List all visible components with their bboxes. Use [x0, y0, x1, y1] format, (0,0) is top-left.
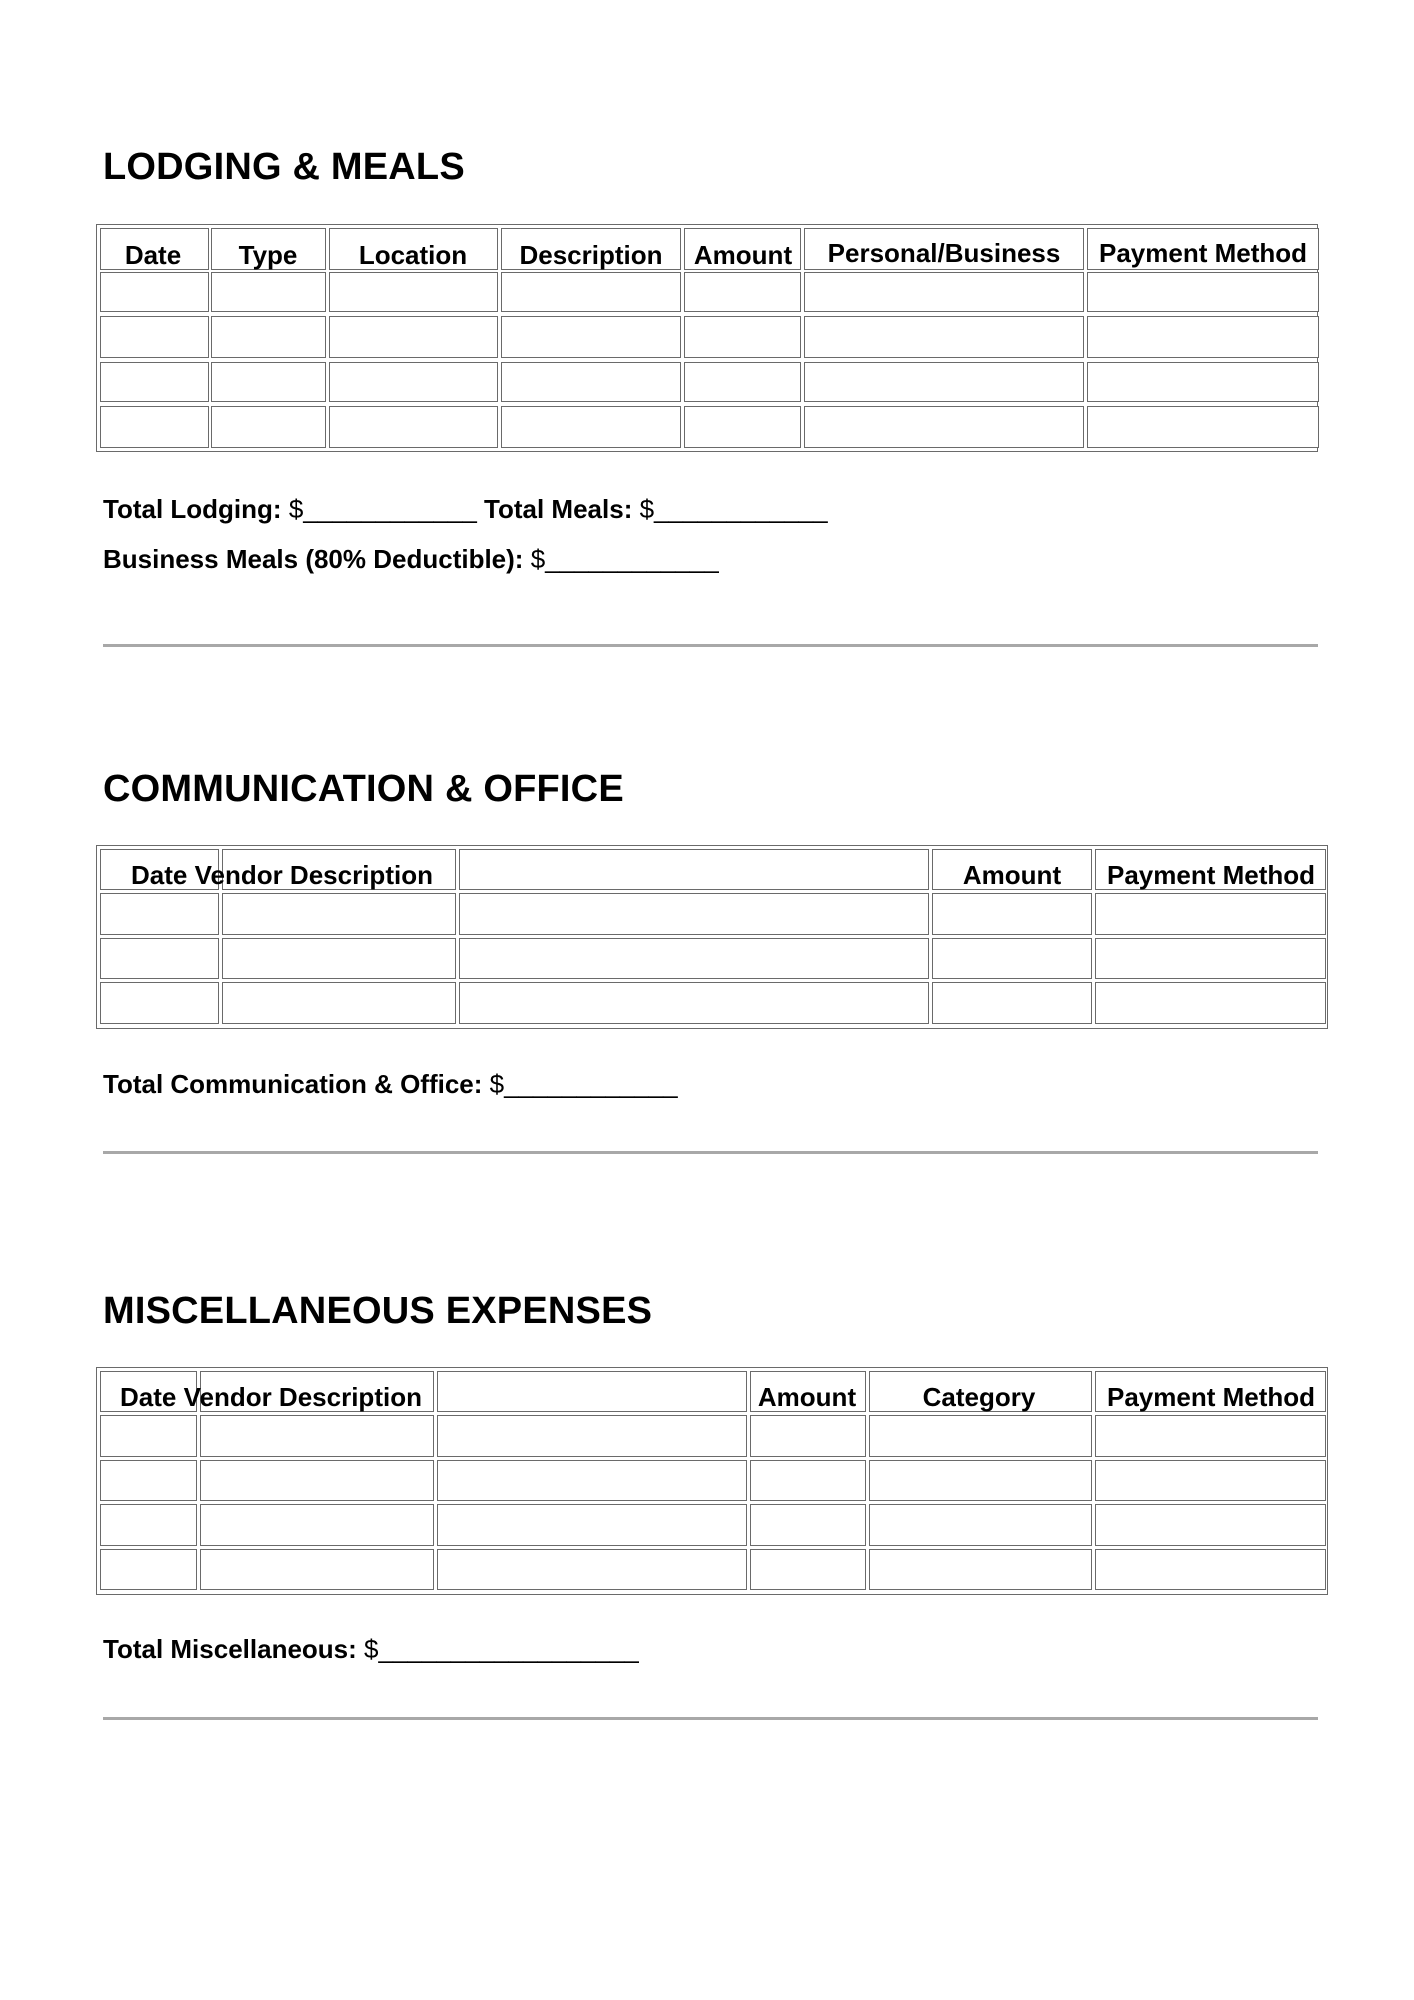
lodging-entry-cell[interactable]: [684, 362, 801, 402]
section-divider: [103, 1717, 1318, 1720]
lodging-entry-cell[interactable]: [684, 406, 801, 448]
lodging-entry-cell[interactable]: [211, 272, 326, 312]
lodging-entry-cell[interactable]: [804, 272, 1084, 312]
misc-entry-cell[interactable]: [200, 1549, 434, 1590]
total-meals-blank[interactable]: $____________: [639, 494, 828, 524]
misc-entry-cell[interactable]: [100, 1504, 197, 1546]
lodging-entry-cell[interactable]: [329, 272, 498, 312]
misc-entry-cell[interactable]: [1095, 1415, 1326, 1457]
misc-col-payment-method: Payment Method: [1106, 1382, 1316, 1412]
misc-entry-cell[interactable]: [750, 1415, 866, 1457]
lodging-entry-cell[interactable]: [1087, 362, 1319, 402]
total-lodging-blank[interactable]: $____________: [288, 494, 477, 524]
lodging-entry-cell[interactable]: [1087, 272, 1319, 312]
communication-entry-cell[interactable]: [222, 938, 456, 979]
communication-entry-cell[interactable]: [100, 982, 219, 1024]
misc-col-date-vendor-description: Date Vendor Description: [120, 1382, 422, 1412]
communication-header-cell: [459, 849, 929, 890]
lodging-entry-cell[interactable]: [804, 316, 1084, 358]
communication-entry-cell[interactable]: [459, 982, 929, 1024]
lodging-col-date: Date: [124, 240, 182, 270]
communication-section-title: COMMUNICATION & OFFICE: [103, 768, 624, 810]
communication-col-amount: Amount: [962, 860, 1062, 890]
lodging-col-description: Description: [519, 240, 663, 270]
communication-entry-cell[interactable]: [1095, 982, 1326, 1024]
misc-col-category: Category: [922, 1382, 1036, 1412]
lodging-entry-cell[interactable]: [329, 362, 498, 402]
total-communication-field: [103, 1071, 678, 1097]
lodging-entry-cell[interactable]: [1087, 406, 1319, 448]
lodging-entry-cell[interactable]: [804, 406, 1084, 448]
communication-entry-cell[interactable]: [932, 893, 1092, 935]
misc-entry-cell[interactable]: [1095, 1504, 1326, 1546]
misc-col-amount: Amount: [757, 1382, 857, 1412]
total-meals-label: Total Meals:: [484, 494, 633, 524]
lodging-col-type: Type: [238, 240, 298, 270]
communication-entry-cell[interactable]: [100, 938, 219, 979]
misc-entry-cell[interactable]: [437, 1460, 747, 1501]
misc-entry-cell[interactable]: [1095, 1460, 1326, 1501]
misc-entry-cell[interactable]: [869, 1549, 1092, 1590]
section-divider: [103, 644, 1318, 647]
lodging-entry-cell[interactable]: [1087, 316, 1319, 358]
lodging-section-title: LODGING & MEALS: [103, 146, 465, 188]
misc-entry-cell[interactable]: [200, 1415, 434, 1457]
communication-entry-cell[interactable]: [459, 938, 929, 979]
total-lodging-label: Total Lodging:: [103, 494, 282, 524]
total-misc-field: [103, 1636, 639, 1662]
lodging-entry-cell[interactable]: [100, 272, 209, 312]
lodging-entry-cell[interactable]: [684, 316, 801, 358]
total-misc-blank[interactable]: $__________________: [364, 1634, 639, 1664]
misc-entry-cell[interactable]: [750, 1504, 866, 1546]
total-communication-blank[interactable]: $____________: [489, 1069, 678, 1099]
misc-section-title: MISCELLANEOUS EXPENSES: [103, 1290, 653, 1332]
lodging-entry-cell[interactable]: [211, 316, 326, 358]
misc-entry-cell[interactable]: [869, 1460, 1092, 1501]
communication-entry-cell[interactable]: [459, 893, 929, 935]
misc-entry-cell[interactable]: [869, 1504, 1092, 1546]
lodging-entry-cell[interactable]: [804, 362, 1084, 402]
total-misc-label: Total Miscellaneous:: [103, 1634, 357, 1664]
communication-col-payment-method: Payment Method: [1106, 860, 1316, 890]
misc-entry-cell[interactable]: [869, 1415, 1092, 1457]
lodging-col-location: Location: [358, 240, 468, 270]
lodging-col-payment-method: Payment Method: [1098, 238, 1308, 268]
misc-entry-cell[interactable]: [437, 1549, 747, 1590]
lodging-entry-cell[interactable]: [501, 362, 681, 402]
business-meals-field: [103, 546, 719, 572]
misc-header-cell: [437, 1371, 747, 1412]
total-lodging-field: [103, 496, 828, 522]
misc-entry-cell[interactable]: [1095, 1549, 1326, 1590]
communication-entry-cell[interactable]: [222, 982, 456, 1024]
lodging-entry-cell[interactable]: [501, 316, 681, 358]
misc-entry-cell[interactable]: [100, 1549, 197, 1590]
lodging-entry-cell[interactable]: [100, 362, 209, 402]
lodging-entry-cell[interactable]: [329, 316, 498, 358]
lodging-entry-cell[interactable]: [501, 406, 681, 448]
communication-col-date-vendor-description: Date Vendor Description: [131, 860, 433, 890]
communication-entry-cell[interactable]: [100, 893, 219, 935]
lodging-entry-cell[interactable]: [100, 406, 209, 448]
misc-entry-cell[interactable]: [437, 1504, 747, 1546]
business-meals-blank[interactable]: $____________: [530, 544, 719, 574]
misc-entry-cell[interactable]: [200, 1460, 434, 1501]
communication-entry-cell[interactable]: [1095, 893, 1326, 935]
business-meals-label: Business Meals (80% Deductible):: [103, 544, 524, 574]
section-divider: [103, 1151, 1318, 1154]
lodging-entry-cell[interactable]: [329, 406, 498, 448]
misc-entry-cell[interactable]: [100, 1415, 197, 1457]
misc-entry-cell[interactable]: [100, 1460, 197, 1501]
misc-entry-cell[interactable]: [750, 1460, 866, 1501]
lodging-entry-cell[interactable]: [684, 272, 801, 312]
communication-entry-cell[interactable]: [1095, 938, 1326, 979]
communication-entry-cell[interactable]: [932, 982, 1092, 1024]
lodging-entry-cell[interactable]: [211, 362, 326, 402]
misc-entry-cell[interactable]: [200, 1504, 434, 1546]
lodging-entry-cell[interactable]: [100, 316, 209, 358]
communication-entry-cell[interactable]: [932, 938, 1092, 979]
lodging-entry-cell[interactable]: [211, 406, 326, 448]
total-communication-label: Total Communication & Office:: [103, 1069, 483, 1099]
lodging-entry-cell[interactable]: [501, 272, 681, 312]
lodging-col-amount: Amount: [693, 240, 793, 270]
misc-entry-cell[interactable]: [437, 1415, 747, 1457]
communication-entry-cell[interactable]: [222, 893, 456, 935]
lodging-col-personal-business: Personal/Business: [827, 238, 1061, 268]
misc-entry-cell[interactable]: [750, 1549, 866, 1590]
